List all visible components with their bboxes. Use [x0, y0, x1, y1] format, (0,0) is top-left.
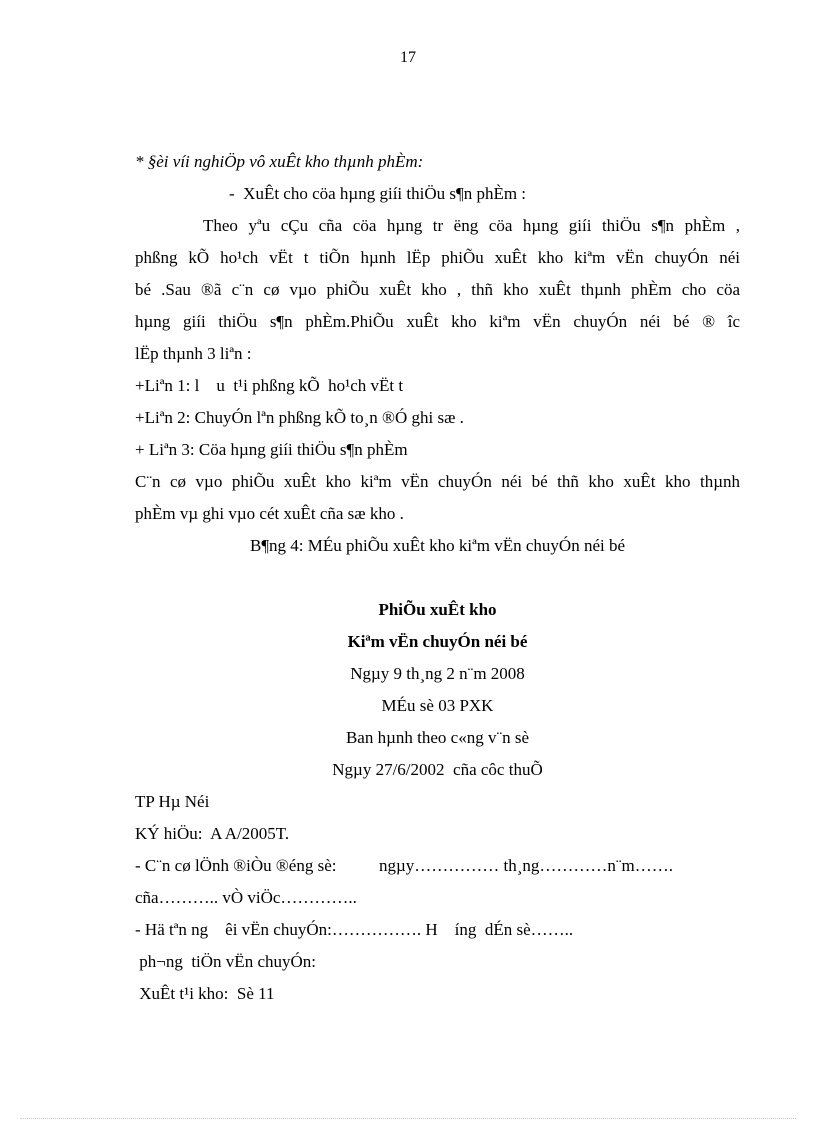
spacer — [135, 562, 740, 594]
form-field: cña……….. vÒ viÖc………….. — [135, 888, 357, 907]
copy-item: +Liªn 1: l u t¹i phßng kÕ ho¹ch vËt t — [135, 376, 404, 395]
form-field: - Hä tªn ng êi vËn chuyÓn:……………. H íng dÉn sè…….. — [135, 920, 574, 939]
copy-item: +Liªn 2: ChuyÓn lªn phßng kÕ to¸n ®Ó ghi sæ . — [135, 408, 464, 427]
form-issued-by: Ban hµnh theo c«ng v¨n sè — [345, 728, 530, 747]
page-number: 17 — [400, 49, 416, 66]
form-date: Ngµy 9 th¸ng 2 n¨m 2008 — [350, 664, 525, 683]
form-subtitle: Kiªm vËn chuyÓn néi bé — [347, 632, 528, 651]
section-heading: * §èi víi nghiÖp vô xuÊt kho thµnh phÈm: — [135, 152, 424, 171]
paragraph-line: hµng giíi thiÖu s¶n phÈm.PhiÕu xuÊt kho kiªm vËn chuyÓn néi bé ® îc — [135, 312, 740, 331]
document-body — [135, 146, 740, 1010]
copy-item: + Liªn 3: Cöa hµng giíi thiÖu s¶n phÈm — [135, 440, 408, 459]
paragraph-line: bé .Sau ®ã c¨n cø vµo phiÕu xuÊt kho , thñ kho xuÊt thµnh phÈm cho cöa — [135, 280, 740, 299]
paragraph-line: Theo yªu cÇu cña cöa hµng tr ëng cöa hµng giíi thiÖu s¶n phÈm , — [203, 216, 740, 235]
paragraph-line: lËp thµnh 3 liªn : — [135, 344, 252, 363]
form-field: XuÊt t¹i kho: Sè 11 — [135, 984, 275, 1003]
form-field: KÝ hiÖu: A A/2005T. — [135, 824, 290, 843]
form-field: - C¨n cø lÖnh ®iÒu ®éng sè: ngµy…………… th¸ng…………n¨m……. — [135, 856, 674, 875]
form-field: TP Hµ Néi — [135, 792, 210, 811]
subheading: - XuÊt cho cöa hµng giíi thiÖu s¶n phÈm : — [229, 184, 527, 203]
form-template-number: MÉu sè 03 PXK — [381, 696, 494, 715]
paragraph-line: C¨n cø vµo phiÕu xuÊt kho kiªm vËn chuyÓn néi bé thñ kho xuÊt kho thµnh — [135, 472, 740, 491]
paragraph-line: phÈm vµ ghi vµo cét xuÊt cña sæ kho . — [135, 504, 404, 523]
form-issued-date: Ngµy 27/6/2002 cña côc thuÕ — [332, 760, 543, 779]
form-field: ph¬ng tiÖn vËn chuyÓn: — [135, 952, 316, 971]
form-title: PhiÕu xuÊt kho — [378, 600, 497, 619]
table-caption: B¶ng 4: MÉu phiÕu xuÊt kho kiªm vËn chuyÓn néi bé — [249, 536, 626, 555]
paragraph-line: phßng kÕ ho¹ch vËt t tiÕn hµnh lËp phiÕu xuÊt kho kiªm vËn chuyÓn néi — [135, 248, 740, 267]
page-bottom-border — [20, 1118, 796, 1119]
